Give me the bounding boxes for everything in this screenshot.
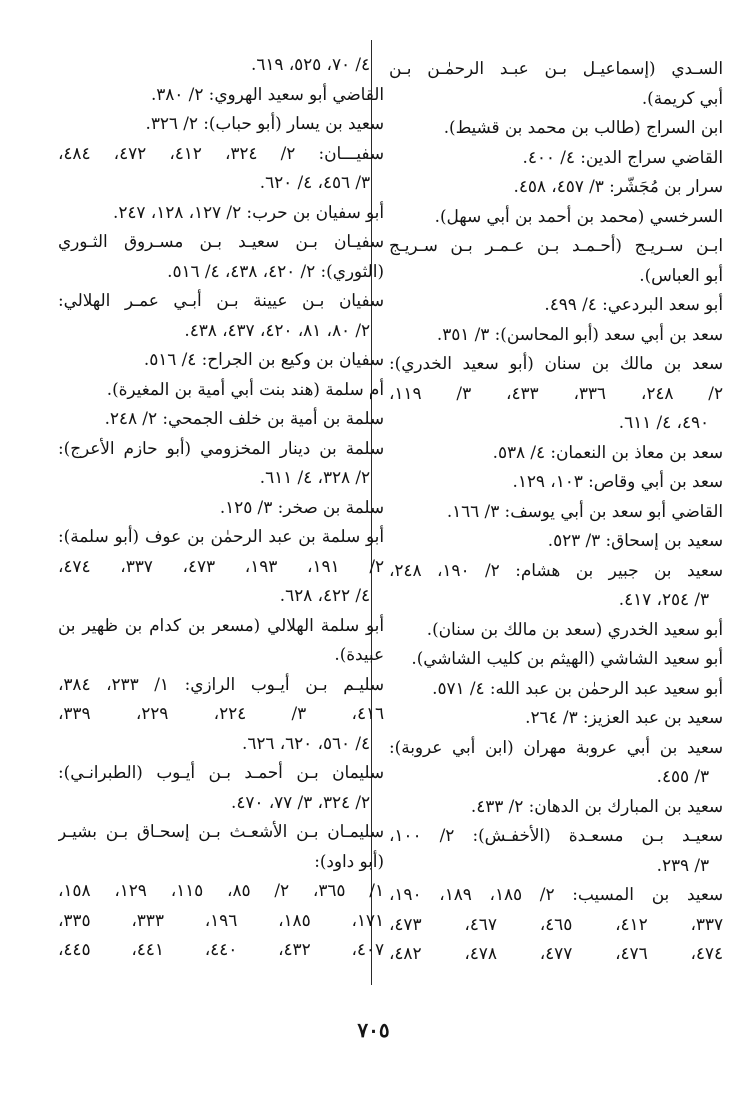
index-line: سرار بن مُجَشّر: ٣/ ٤٥٧، ٤٥٨.: [513, 176, 723, 196]
index-line: أبو سفيان بن حرب: ٢/ ١٢٧، ١٢٨، ٢٤٧.: [113, 201, 384, 222]
index-line: ابـن سـريـج (أحـمـد بـن عـمـر بـن سـريـج: [389, 235, 723, 255]
index-line: القاضي أبو سعد بن أبي يوسف: ٣/ ١٦٦.: [446, 500, 723, 521]
index-line: سلمة بن أمية بن خلف الجمحي: ٢/ ٢٤٨.: [104, 408, 384, 428]
index-line: ١٧١، ١٨٥، ١٩٦، ٣٣٣، ٣٣٥،: [58, 909, 384, 930]
index-column-right: [389, 40, 723, 969]
index-line: أبو سعيد عبد الرحمٰن بن عبد الله: ٤/ ٥٧١.: [432, 677, 723, 698]
index-line: أبو العباس).: [639, 264, 723, 285]
index-line: سعيـد بـن مسعـدة (الأخفـش): ٢/ ١٠٠،: [389, 825, 723, 845]
index-line: سعيد بن عبد العزيز: ٣/ ٢٦٤.: [525, 707, 723, 727]
index-line: سليمـان بـن الأشعـث بـن إسحـاق بـن بشيـر: [58, 821, 384, 841]
index-line: (أبو داود):: [314, 850, 384, 871]
index-line: أم سلمة (هند بنت أبي أمية بن المغيرة).: [106, 378, 384, 399]
index-line: سعيد بن إسحاق: ٣/ ٥٢٣.: [547, 530, 723, 550]
index-line: سفيـــان: ٢/ ٣٢٤، ٤١٢، ٤٧٢، ٤٨٤،: [58, 142, 384, 163]
index-line: سعد بن مالك بن سنان (أبو سعيد الخدري):: [389, 353, 723, 373]
index-line: السـدي (إسماعيـل بـن عبـد الرحمٰـن بـن: [389, 58, 723, 78]
index-line: سعيد بن أبي عروبة مهران (ابن أبي عروبة):: [389, 736, 723, 757]
index-line: سليـم بـن أيـوب الرازي: ١/ ٢٣٣، ٣٨٤،: [58, 673, 384, 694]
index-line: السرخسي (محمد بن أحمد بن أبي سهل).: [434, 205, 723, 226]
index-line: ٤٧٤، ٤٧٦، ٤٧٧، ٤٧٨، ٤٨٢،: [389, 943, 723, 963]
page-number: ٧٠٥: [357, 1018, 390, 1042]
index-line: سفيـان بـن سعيـد بـن مسـروق الثـوري: [58, 231, 384, 251]
index-line: أبو سعد البردعي: ٤/ ٤٩٩.: [544, 294, 723, 314]
index-column-left: [58, 40, 384, 965]
index-line: سليمان بـن أحمـد بـن أيـوب (الطبرانـي):: [58, 762, 384, 782]
index-line: ٣/ ٤٥٦، ٤/ ٦٢٠.: [259, 172, 370, 192]
index-line: سلمة بن صخر: ٣/ ١٢٥.: [219, 496, 384, 517]
index-line: ٤/ ٥٦٠، ٦٢٠، ٦٢٦.: [241, 732, 370, 753]
index-line: سعد بن أبي سعد (أبو المحاسن): ٣/ ٣٥١.: [436, 323, 723, 344]
index-line: ٢/ ٣٢٨، ٤/ ٦١١.: [259, 467, 370, 487]
index-line: ٣/ ٢٥٤، ٤١٧.: [618, 589, 709, 609]
index-line: ١/ ٣٦٥، ٢/ ٨٥، ١١٥، ١٢٩، ١٥٨،: [58, 880, 384, 900]
index-line: ٤٠٧، ٤٣٢، ٤٤٠، ٤٤١، ٤٤٥،: [58, 939, 384, 959]
index-line: (الثوري): ٢/ ٤٢٠، ٤٣٨، ٤/ ٥١٦.: [167, 260, 384, 281]
index-line: ٤/ ٤٢٢، ٦٢٨.: [279, 585, 370, 605]
index-line: سعيد بن المسيب: ٢/ ١٨٥، ١٨٩، ١٩٠،: [389, 884, 723, 904]
index-line: ٢/ ٣٢٤، ٣/ ٧٧، ٤٧٠.: [230, 791, 370, 812]
index-line: عبيدة).: [334, 644, 384, 664]
index-line: ٣/ ٤٥٥.: [656, 766, 709, 786]
index-line: أبو سلمة الهلالي (مسعر بن كدام بن ظهير بن: [58, 614, 384, 635]
index-line: ٢/ ٨٠، ٨١، ٤٢٠، ٤٣٧، ٤٣٨.: [184, 319, 370, 340]
index-line: ٢/ ٢٤٨، ٣٣٦، ٤٣٣، ٣/ ١١٩،: [389, 382, 723, 403]
index-line: ٢/ ١٩١، ١٩٣، ٤٧٣، ٣٣٧، ٤٧٤،: [58, 555, 384, 576]
index-line: سفيان بن وكيع بن الجراح: ٤/ ٥١٦.: [143, 349, 384, 369]
index-line: ٤١٦، ٣/ ٢٢٤، ٢٢٩، ٣٣٩،: [58, 703, 384, 723]
index-line: القاضي سراج الدين: ٤/ ٤٠٠.: [522, 146, 723, 167]
index-line: ٤٩٠، ٤/ ٦١١.: [618, 412, 709, 432]
index-line: أبي كريمة).: [641, 87, 723, 108]
index-line: سعيد بن المبارك بن الدهان: ٢/ ٤٣٣.: [470, 795, 723, 816]
index-line: القاضي أبو سعيد الهروي: ٢/ ٣٨٠.: [150, 83, 384, 104]
index-line: أبو سعيد الشاشي (الهيثم بن كليب الشاشي).: [411, 648, 723, 668]
index-line: أبو سلمة بن عبد الرحمٰن بن عوف (أبو سلمة):: [58, 526, 384, 546]
index-line: سعد بن أبي وقاص: ١٠٣، ١٢٩.: [512, 471, 723, 491]
index-line: سلمة بن دينار المخزومي (أبو حازم الأعرج):: [58, 437, 384, 458]
index-line: ٣٣٧، ٤١٢، ٤٦٥، ٤٦٧، ٤٧٣،: [389, 913, 723, 934]
index-line: سعيد بن جبير بن هشام: ٢/ ١٩٠، ٢٤٨،: [389, 559, 723, 580]
index-line: سعيد بن يسار (أبو حباب): ٢/ ٣٢٦.: [145, 113, 384, 133]
index-line: ٤/ ٧٠، ٥٢٥، ٦١٩.: [250, 54, 370, 74]
index-line: ابن السراج (طالب بن محمد بن قشيط).: [443, 117, 723, 137]
index-line: سعد بن معاذ بن النعمان: ٤/ ٥٣٨.: [492, 441, 723, 462]
index-line: سفيان بـن عيينة بـن أبـي عمـر الهلالي:: [58, 290, 384, 310]
index-line: ٣/ ٢٣٩.: [656, 854, 709, 875]
index-line: أبو سعيد الخدري (سعد بن مالك بن سنان).: [426, 618, 723, 639]
